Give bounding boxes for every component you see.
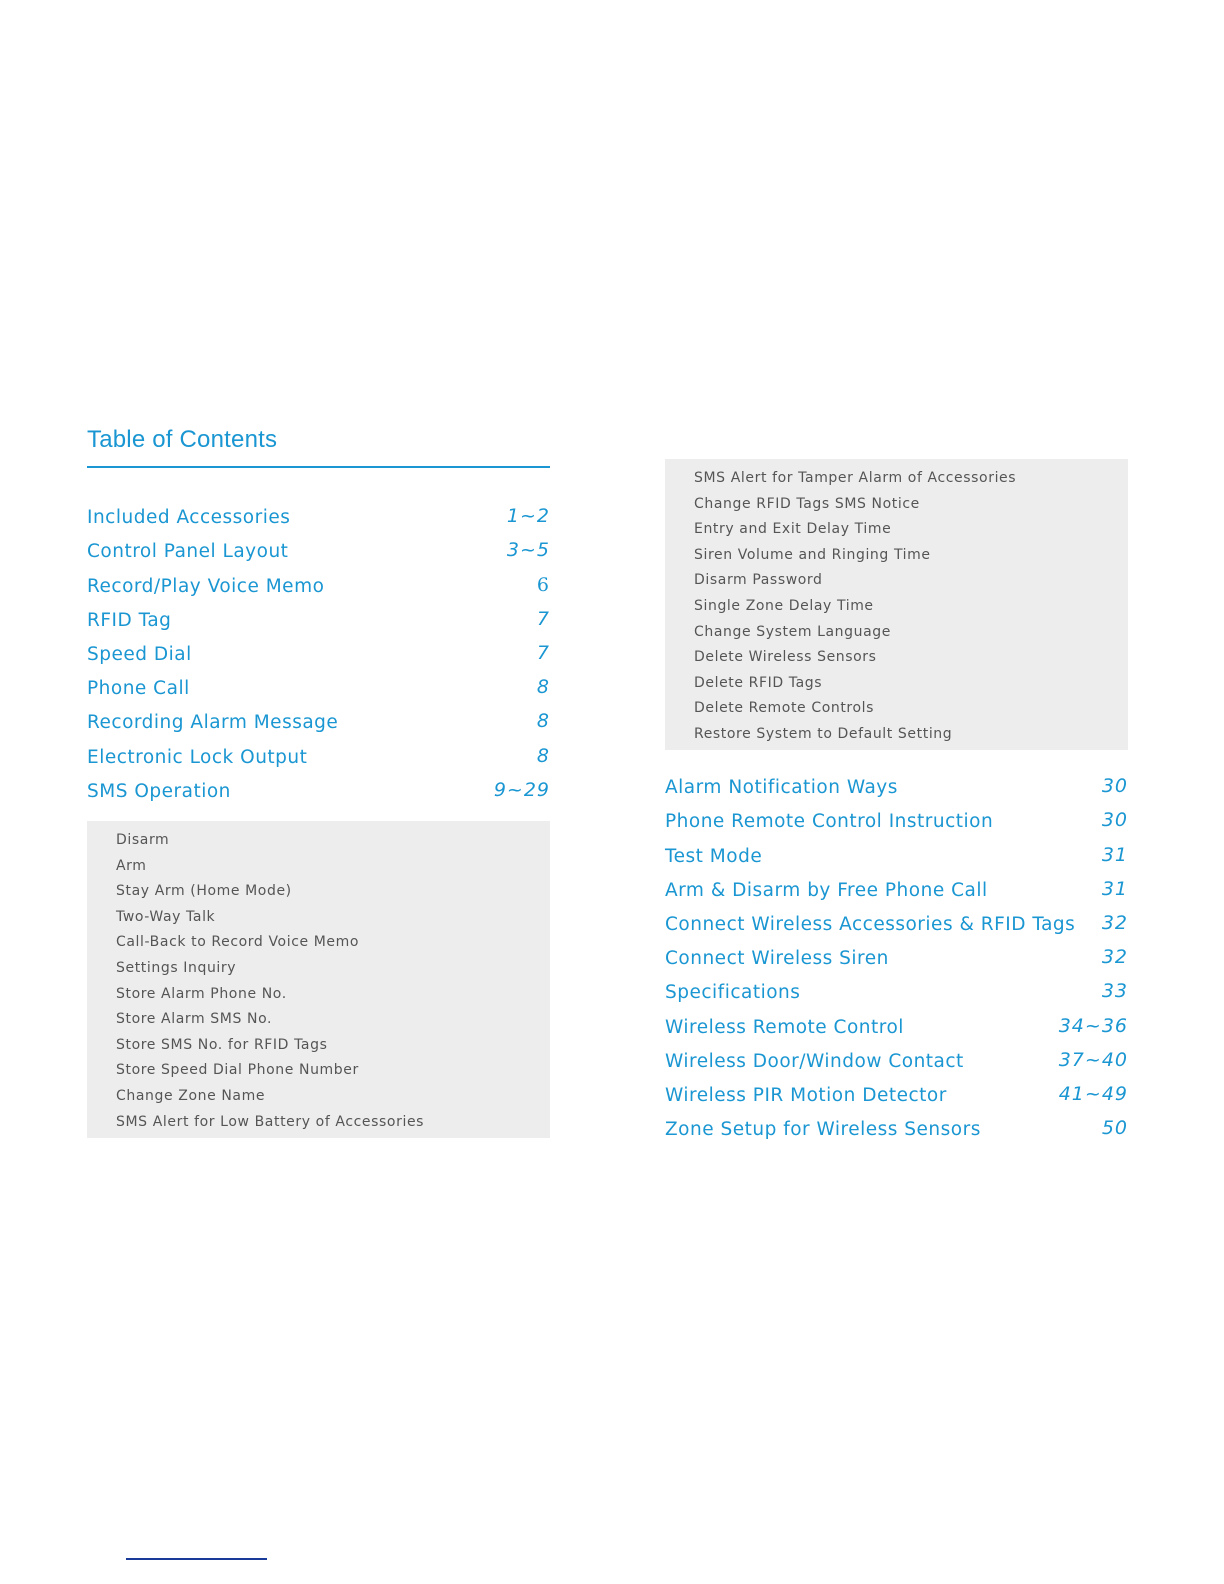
toc-entry-title: SMS Operation <box>87 780 231 802</box>
title-divider <box>87 466 550 468</box>
toc-entry-page: 37~40 <box>1058 1048 1128 1071</box>
toc-entry[interactable] <box>87 635 550 669</box>
toc-entry-title: Wireless PIR Motion Detector <box>665 1084 947 1106</box>
toc-entry[interactable] <box>87 703 550 737</box>
toc-entry[interactable] <box>665 836 1128 870</box>
toc-entry-title: Wireless Remote Control <box>665 1016 904 1038</box>
toc-subentry[interactable]: Store Speed Dial Phone Number <box>116 1062 359 1079</box>
toc-entry-title: Phone Call <box>87 678 190 700</box>
toc-entry-title: Zone Setup for Wireless Sensors <box>665 1119 981 1141</box>
sms-subsection-list-right <box>665 459 1128 750</box>
footer-divider <box>126 1558 267 1560</box>
toc-entry[interactable] <box>87 772 550 806</box>
toc-subentry[interactable]: Store SMS No. for RFID Tags <box>116 1036 328 1053</box>
toc-subentry[interactable]: SMS Alert for Tamper Alarm of Accessories <box>694 470 1017 486</box>
toc-entry-title: Control Panel Layout <box>87 541 289 563</box>
toc-entry-page: 8 <box>536 710 550 733</box>
toc-entry-page: 31 <box>1101 843 1128 866</box>
toc-entry-title: Arm & Disarm by Free Phone Call <box>665 879 988 901</box>
toc-left-column <box>87 498 550 806</box>
toc-entry-page: 31 <box>1101 877 1128 900</box>
toc-entry[interactable] <box>665 1042 1128 1076</box>
toc-entry-page: 32 <box>1101 946 1128 969</box>
toc-entry[interactable] <box>87 669 550 703</box>
toc-subentry[interactable]: Delete Wireless Sensors <box>694 649 877 666</box>
toc-subentry[interactable]: Change RFID Tags SMS Notice <box>694 495 920 512</box>
toc-subentry[interactable]: Two-Way Talk <box>116 908 216 925</box>
toc-subentry[interactable]: Siren Volume and Ringing Time <box>694 546 931 563</box>
toc-right-column <box>665 768 1128 1144</box>
toc-subentry[interactable]: Settings Inquiry <box>116 959 237 976</box>
toc-subentry[interactable]: Restore System to Default Setting <box>694 725 953 742</box>
toc-entry[interactable] <box>665 871 1128 905</box>
toc-subentry[interactable]: Store Alarm SMS No. <box>116 1011 273 1028</box>
toc-entry-title: Wireless Door/Window Contact <box>665 1050 964 1072</box>
toc-entry-title: Test Mode <box>665 845 763 867</box>
toc-entry-page: 9~29 <box>493 778 550 801</box>
toc-entry-title: Record/Play Voice Memo <box>87 575 325 597</box>
toc-entry-page: 7 <box>536 607 550 630</box>
toc-entry-page: 30 <box>1101 775 1128 798</box>
toc-entry[interactable] <box>665 973 1128 1007</box>
toc-entry[interactable] <box>665 905 1128 939</box>
toc-entry-page: 34~36 <box>1058 1014 1128 1037</box>
toc-entry-page: 30 <box>1101 809 1128 832</box>
toc-subentry[interactable]: Change Zone Name <box>116 1087 266 1104</box>
toc-entry-page: 7 <box>536 641 550 664</box>
toc-entry[interactable] <box>665 939 1128 973</box>
toc-entry[interactable] <box>87 498 550 532</box>
toc-subentry[interactable]: Entry and Exit Delay Time <box>694 521 892 538</box>
toc-entry-page: 1~2 <box>506 505 550 528</box>
toc-subentry[interactable]: Store Alarm Phone No. <box>116 985 287 1002</box>
toc-entry-page: 33 <box>1101 980 1128 1003</box>
toc-entry[interactable] <box>665 1007 1128 1041</box>
toc-entry-title: Specifications <box>665 982 801 1004</box>
toc-entry-page: 8 <box>536 676 550 699</box>
toc-entry-title: RFID Tag <box>87 609 172 631</box>
toc-entry-page: 6 <box>536 573 550 596</box>
toc-entry[interactable] <box>665 768 1128 802</box>
toc-subentry[interactable]: Change System Language <box>694 623 891 640</box>
toc-entry-title: Phone Remote Control Instruction <box>665 811 994 833</box>
toc-subentry[interactable]: Disarm Password <box>694 572 823 589</box>
toc-subentry[interactable]: Delete Remote Controls <box>694 700 875 717</box>
toc-entry-page: 41~49 <box>1058 1082 1128 1105</box>
toc-entry[interactable] <box>87 601 550 635</box>
toc-subentry[interactable]: Stay Arm (Home Mode) <box>116 883 292 900</box>
toc-entry-title: Recording Alarm Message <box>87 712 339 734</box>
toc-entry[interactable] <box>87 566 550 600</box>
toc-entry[interactable] <box>665 1076 1128 1110</box>
toc-subentry[interactable]: Call-Back to Record Voice Memo <box>116 934 360 951</box>
toc-entry[interactable] <box>665 802 1128 836</box>
toc-entry[interactable] <box>665 1110 1128 1144</box>
toc-entry-page: 8 <box>536 744 550 767</box>
toc-subentry[interactable]: Disarm <box>116 832 170 848</box>
toc-subentry[interactable]: Delete RFID Tags <box>694 674 823 691</box>
toc-subentry[interactable]: Arm <box>116 857 147 874</box>
toc-subentry[interactable]: Single Zone Delay Time <box>694 597 874 614</box>
sms-subsection-list-left <box>87 821 550 1138</box>
toc-entry-page: 32 <box>1101 911 1128 934</box>
toc-entry-title: Connect Wireless Siren <box>665 948 889 970</box>
toc-entry-title: Speed Dial <box>87 643 192 665</box>
toc-entry-page: 3~5 <box>506 539 550 562</box>
toc-subentry[interactable]: SMS Alert for Low Battery of Accessories <box>116 1113 425 1130</box>
page-title: Table of Contents <box>87 426 278 453</box>
toc-entry-title: Alarm Notification Ways <box>665 777 898 799</box>
toc-entry-title: Connect Wireless Accessories & RFID Tags <box>665 913 1076 935</box>
toc-entry-page: 50 <box>1101 1117 1128 1140</box>
toc-entry[interactable] <box>87 737 550 771</box>
toc-entry-title: Included Accessories <box>87 507 291 529</box>
toc-entry-title: Electronic Lock Output <box>87 746 308 768</box>
toc-entry[interactable] <box>87 532 550 566</box>
